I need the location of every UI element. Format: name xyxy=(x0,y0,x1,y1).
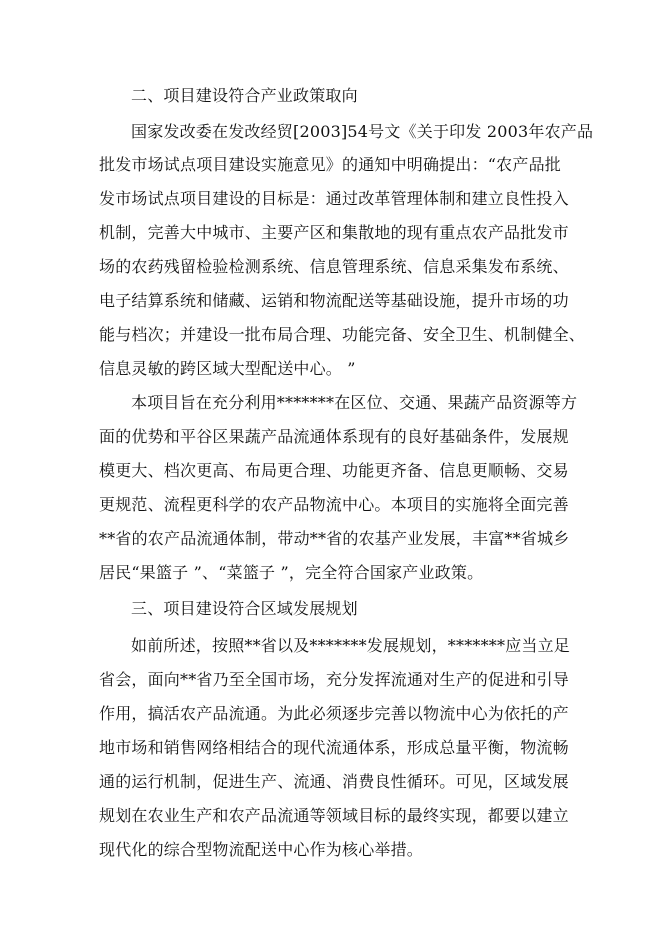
section-heading-3: 三、项目建设符合区域发展规划 xyxy=(131,599,358,618)
paragraph-2-line-4: 更规范、流程更科学的农产品物流中心。本项目的实施将全面完善 xyxy=(99,495,569,514)
paragraph-3-line-3: 作用，搞活农产品流通。为此必须逐步完善以物流中心为依托的产 xyxy=(99,704,569,723)
paragraph-2-line-1: 本项目旨在充分利用*******在区位、交通、果蔬产品资源等方 xyxy=(131,393,578,412)
paragraph-3-line-2: 省会，面向**省乃至全国市场，充分发挥流通对生产的促进和引导 xyxy=(99,670,570,689)
paragraph-1-line-6: 电子结算系统和储藏、运销和物流配送等基础设施，提升市场的功 xyxy=(99,291,569,310)
paragraph-1-line-5: 场的农药残留检验检测系统、信息管理系统、信息采集发布系统、 xyxy=(99,257,569,276)
paragraph-3-line-4: 地市场和销售网络相结合的现代流通体系，形成总量平衡，物流畅 xyxy=(99,738,569,757)
paragraph-3-line-5: 通的运行机制，促进生产、流通、消费良性循环。可见，区域发展 xyxy=(99,772,569,791)
paragraph-1-line-4: 机制，完善大中城市、主要产区和集散地的现有重点农产品批发市 xyxy=(99,223,569,242)
paragraph-1-line-1: 国家发改委在发改经贸[2003]54号文《关于印发 2003年农产品 xyxy=(131,122,594,141)
paragraph-1-line-8: 信息灵敏的跨区域大型配送中心。 ” xyxy=(99,359,356,378)
paragraph-3-line-7: 现代化的综合型物流配送中心作为核心举措。 xyxy=(99,840,424,859)
paragraph-2-line-2: 面的优势和平谷区果蔬产品流通体系现有的良好基础条件，发展规 xyxy=(99,427,569,446)
paragraph-1-line-2: 批发市场试点项目建设实施意见》的通知中明确提出：“农产品批 xyxy=(99,155,561,174)
paragraph-1-line-3: 发市场试点项目建设的目标是：通过改革管理体制和建立良性投入 xyxy=(99,189,569,208)
paragraph-2-line-3: 模更大、档次更高、布局更合理、功能更齐备、信息更顺畅、交易 xyxy=(99,461,569,480)
paragraph-3-line-6: 规划在农业生产和农产品流通等领域目标的最终实现，都要以建立 xyxy=(99,806,569,825)
section-heading-2: 二、项目建设符合产业政策取向 xyxy=(131,86,358,105)
paragraph-2-line-5: **省的农产品流通体制，带动**省的农基产业发展，丰富**省城乡 xyxy=(99,529,570,548)
paragraph-2-line-6: 居民“果篮子 ”、“菜篮子 ”，完全符合国家产业政策。 xyxy=(99,563,484,582)
paragraph-1-line-7: 能与档次；并建设一批布局合理、功能完备、安全卫生、机制健全、 xyxy=(99,325,586,344)
paragraph-3-line-1: 如前所述，按照**省以及*******发展规划，*******应当立足 xyxy=(131,636,571,655)
